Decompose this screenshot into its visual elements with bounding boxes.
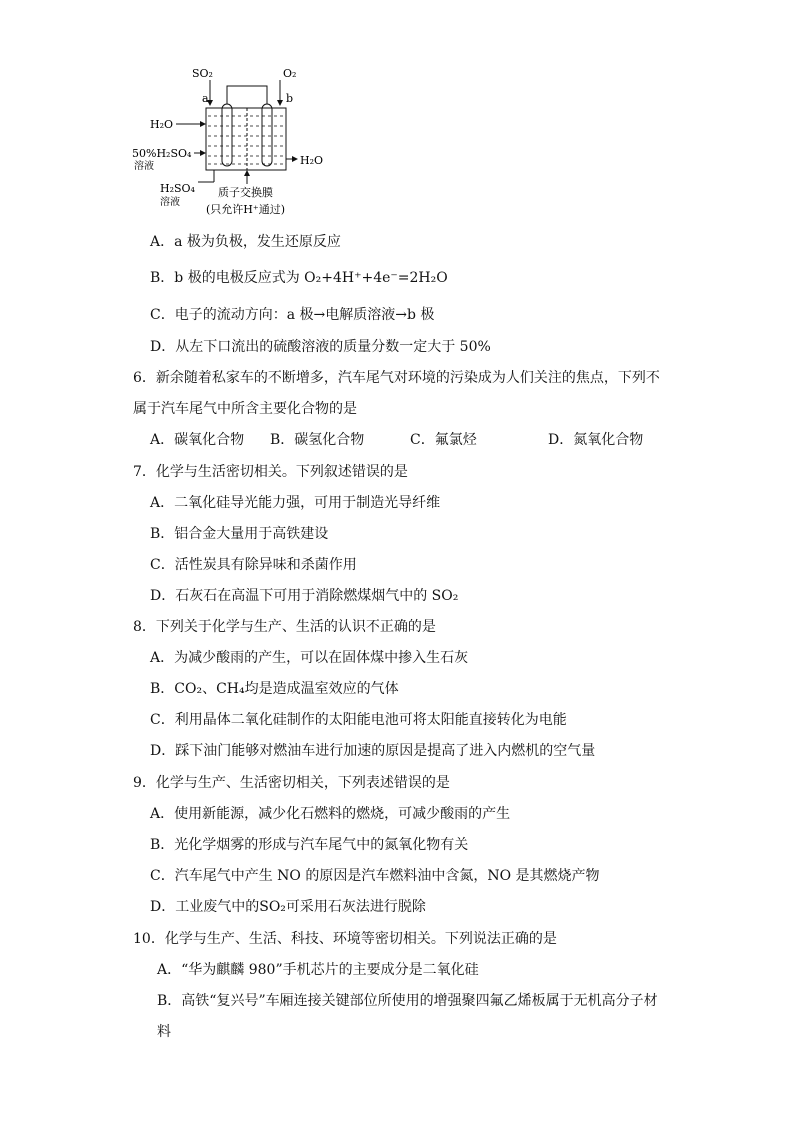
q7-option-d: D．石灰石在高温下可用于消除燃煤烟气中的 SO₂ [150, 588, 459, 604]
q7-option-b: B．铝合金大量用于高铁建设 [150, 526, 329, 542]
q9-option-a: A．使用新能源，减少化石燃料的燃烧，可减少酸雨的产生 [150, 806, 511, 822]
q10-option-b-line1: B．高铁“复兴号”车厢连接关键部位所使用的增强聚四氟乙烯板属于无机高分子材 [157, 993, 658, 1009]
q9-option-d: D．工业废气中的SO₂可采用石灰法进行脱除 [150, 899, 426, 915]
q10-option-b-line2: 料 [157, 1024, 171, 1040]
fuel-cell-diagram [130, 60, 330, 222]
q5-option-b: B．b 极的电极反应式为 O₂+4H⁺+4e⁻=2H₂O [150, 270, 448, 286]
acid-inlet-label: 50%H₂SO₄ [132, 147, 192, 160]
electrode-a-label: a [202, 92, 209, 105]
acid-outlet-solution-label: 溶液 [160, 197, 180, 208]
acid-outlet-label: H₂SO₄ [160, 182, 195, 195]
q9-stem: 9．化学与生产、生活密切相关，下列表述错误的是 [133, 775, 450, 791]
q6-option-b: B．碳氢化合物 [270, 432, 365, 448]
q8-stem: 8．下列关于化学与生产、生活的认识不正确的是 [133, 619, 436, 635]
q6-stem-line1: 6．新余随着私家车的不断增多，汽车尾气对环境的污染成为人们关注的焦点，下列不 [133, 370, 660, 386]
o2-label: O₂ [283, 67, 297, 80]
h2o-inlet-label: H₂O [150, 118, 174, 131]
electrode-b-label: b [286, 92, 294, 105]
q10-option-a: A．“华为麒麟 980”手机芯片的主要成分是二氧化硅 [157, 962, 479, 978]
membrane-label: 质子交换膜 [218, 186, 273, 199]
q9-option-b: B．光化学烟雾的形成与汽车尾气中的氮氧化物有关 [150, 837, 469, 853]
q7-option-c: C．活性炭具有除异味和杀菌作用 [150, 557, 357, 573]
q5-option-d: D．从左下口流出的硫酸溶液的质量分数一定大于 50% [150, 339, 491, 355]
acid-inlet-solution-label: 溶液 [134, 161, 154, 172]
q7-option-a: A．二氧化硅导光能力强，可用于制造光导纤维 [150, 495, 441, 511]
q6-option-c: C．氟氯烃 [410, 432, 477, 448]
q9-option-c: C．汽车尾气中产生 NO 的原因是汽车燃料油中含氮，NO 是其燃烧产物 [150, 868, 600, 884]
q7-stem: 7．化学与生活密切相关。下列叙述错误的是 [133, 464, 408, 480]
h2o-outlet-label: H₂O [300, 154, 324, 167]
q5-option-c: C．电子的流动方向：a 极→电解质溶液→b 极 [150, 307, 435, 323]
q5-option-a: A．a 极为负极，发生还原反应 [150, 234, 341, 250]
q10-stem: 10．化学与生产、生活、科技、环境等密切相关。下列说法正确的是 [133, 931, 557, 947]
q6-option-a: A．碳氧化合物 [150, 432, 245, 448]
q8-option-a: A．为减少酸雨的产生，可以在固体煤中掺入生石灰 [150, 650, 469, 666]
q8-option-d: D．踩下油门能够对燃油车进行加速的原因是提高了进入内燃机的空气量 [150, 743, 596, 759]
q8-option-c: C．利用晶体二氧化硅制作的太阳能电池可将太阳能直接转化为电能 [150, 712, 567, 728]
q6-stem-line2: 属于汽车尾气中所含主要化合物的是 [133, 401, 357, 417]
so2-label: SO₂ [192, 67, 213, 80]
q8-option-b: B．CO₂、CH₄均是造成温室效应的气体 [150, 681, 399, 697]
q6-option-d: D．氮氧化合物 [548, 432, 644, 448]
membrane-note-label: (只允许H⁺通过) [206, 203, 285, 216]
